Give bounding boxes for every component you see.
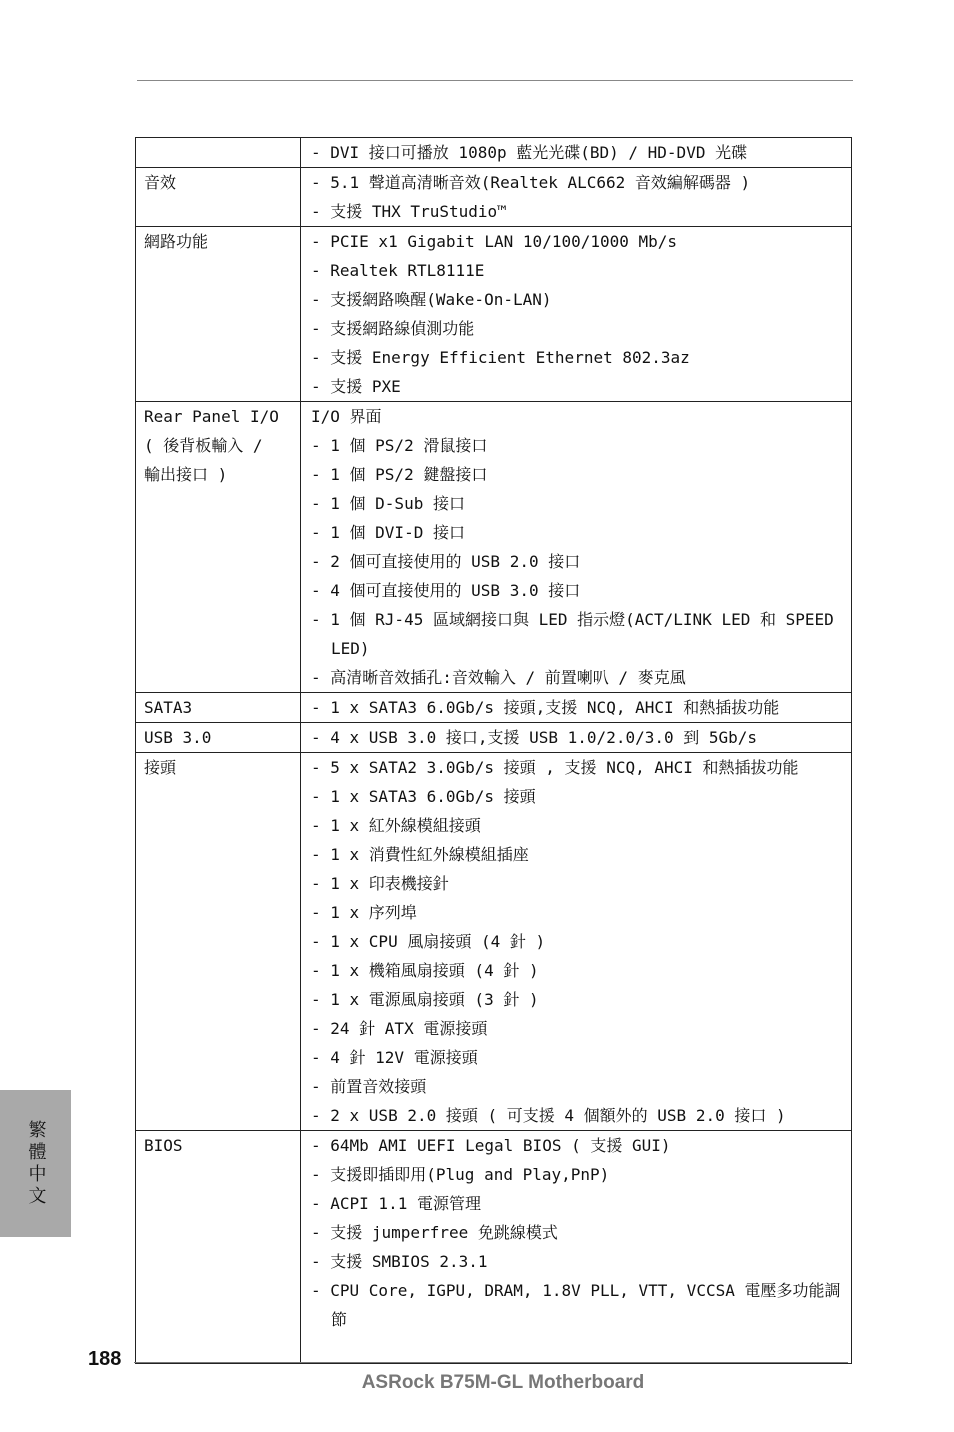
spec-item: - 支援 SMBIOS 2.3.1 <box>311 1252 488 1271</box>
spec-table-body <box>136 138 852 1364</box>
spec-item: - 1 x 印表機接針 <box>311 874 449 893</box>
spec-item: - 1 x SATA3 6.0Gb/s 接頭,支援 NCQ, AHCI 和熱插拔功能 <box>311 698 780 717</box>
spec-row <box>136 227 852 402</box>
spec-item: - 支援即插即用(Plug and Play,PnP) <box>311 1165 610 1184</box>
row-bottom-spacer <box>311 1334 845 1363</box>
spec-item: - 2 個可直接使用的 USB 2.0 接口 <box>311 552 581 571</box>
spec-label-cell <box>136 168 301 227</box>
spec-value-cell <box>301 723 852 753</box>
page-number: 188 <box>88 1348 122 1370</box>
spec-item: - 1 x 序列埠 <box>311 903 417 922</box>
spec-item: - 1 個 D-Sub 接口 <box>311 494 465 513</box>
spec-value-cell <box>301 227 852 402</box>
spec-table <box>135 137 852 1364</box>
spec-item: - 1 個 PS/2 鍵盤接口 <box>311 465 488 484</box>
spec-value-cell <box>301 1131 852 1364</box>
spec-label-cell <box>136 1131 301 1364</box>
bottom-rule <box>134 1362 848 1363</box>
spec-item: - 4 個可直接使用的 USB 3.0 接口 <box>311 581 581 600</box>
spec-item: - 4 x USB 3.0 接口,支援 USB 1.0/2.0/3.0 到 5Gb/s <box>311 728 758 747</box>
spec-item: - 支援網路線偵測功能 <box>311 319 475 338</box>
spec-row <box>136 1131 852 1364</box>
language-side-tab <box>0 1090 71 1237</box>
spec-item: - DVI 接口可播放 1080p 藍光光碟(BD) / HD-DVD 光碟 <box>311 143 748 162</box>
spec-item: - 高清晰音效插孔:音效輸入 / 前置喇叭 / 麥克風 <box>311 668 686 687</box>
spec-item: - 支援 PXE <box>311 377 401 396</box>
spec-item: - 支援網路喚醒(Wake-On-LAN) <box>311 290 552 309</box>
spec-label: 接頭 <box>144 758 177 777</box>
spec-label-cell <box>136 753 301 1131</box>
spec-item: - 1 x SATA3 6.0Gb/s 接頭 <box>311 787 536 806</box>
spec-item: - 支援 Energy Efficient Ethernet 802.3az <box>311 348 690 367</box>
spec-label: 音效 <box>144 173 177 192</box>
spec-value-cell <box>301 168 852 227</box>
spec-row <box>136 168 852 227</box>
spec-item: - ACPI 1.1 電源管理 <box>311 1194 481 1213</box>
spec-label: USB 3.0 <box>144 728 212 747</box>
spec-item: - CPU Core, IGPU, DRAM, 1.8V PLL, VTT, VCCSA 電壓多功能調節 <box>311 1281 841 1329</box>
spec-label-cell <box>136 693 301 723</box>
spec-value-cell <box>301 402 852 693</box>
spec-item: - 5 x SATA2 3.0Gb/s 接頭 , 支援 NCQ, AHCI 和熱插拔功能 <box>311 758 799 777</box>
spec-item: - 1 個 PS/2 滑鼠接口 <box>311 436 488 455</box>
spec-label: 輸出接口 ) <box>144 465 228 484</box>
spec-row <box>136 753 852 1131</box>
spec-item: - 24 針 ATX 電源接頭 <box>311 1019 488 1038</box>
spec-item: - PCIE x1 Gigabit LAN 10/100/1000 Mb/s <box>311 232 678 251</box>
spec-item: - 64Mb AMI UEFI Legal BIOS ( 支援 GUI) <box>311 1136 671 1155</box>
spec-label-cell <box>136 138 301 168</box>
spec-item: - 1 x 消費性紅外線模組插座 <box>311 845 529 864</box>
spec-item: - 1 x 機箱風扇接頭 (4 針 ) <box>311 961 539 980</box>
spec-label-cell <box>136 402 301 693</box>
language-side-tab-label: 繁體中文 <box>25 1119 47 1208</box>
spec-row <box>136 693 852 723</box>
spec-item: - 5.1 聲道高清晰音效(Realtek ALC662 音效編解碼器 ) <box>311 173 751 192</box>
spec-item: - 前置音效接頭 <box>311 1077 427 1096</box>
spec-item: - 支援 jumperfree 免跳線模式 <box>311 1223 558 1242</box>
spec-value-cell <box>301 753 852 1131</box>
spec-label-cell <box>136 723 301 753</box>
spec-label: SATA3 <box>144 698 193 717</box>
spec-row <box>136 402 852 693</box>
spec-item: - 1 x 電源風扇接頭 (3 針 ) <box>311 990 539 1009</box>
spec-item: I/O 界面 <box>311 407 382 426</box>
spec-item: - 2 x USB 2.0 接頭 ( 可支援 4 個額外的 USB 2.0 接口 ) <box>311 1106 786 1125</box>
spec-item: - 1 x 紅外線模組接頭 <box>311 816 481 835</box>
spec-value-cell <box>301 693 852 723</box>
spec-item: - 支援 THX TruStudio™ <box>311 202 507 221</box>
spec-item: - Realtek RTL8111E <box>311 261 485 280</box>
spec-item: - 1 個 DVI-D 接口 <box>311 523 465 542</box>
spec-row <box>136 723 852 753</box>
spec-item: - 1 個 RJ-45 區域網接口與 LED 指示燈(ACT/LINK LED 和 SPEED LED) <box>311 610 834 658</box>
spec-label: ( 後背板輸入 / <box>144 436 263 455</box>
footer-title: ASRock B75M-GL Motherboard <box>361 1372 645 1393</box>
top-rule <box>137 80 853 81</box>
spec-label: BIOS <box>144 1136 183 1155</box>
spec-item: - 1 x CPU 風扇接頭 (4 針 ) <box>311 932 546 951</box>
spec-row <box>136 138 852 168</box>
spec-value-cell <box>301 138 852 168</box>
spec-label: 網路功能 <box>144 232 209 251</box>
spec-label: Rear Panel I/O <box>144 407 279 426</box>
spec-label-cell <box>136 227 301 402</box>
spec-item: - 4 針 12V 電源接頭 <box>311 1048 478 1067</box>
